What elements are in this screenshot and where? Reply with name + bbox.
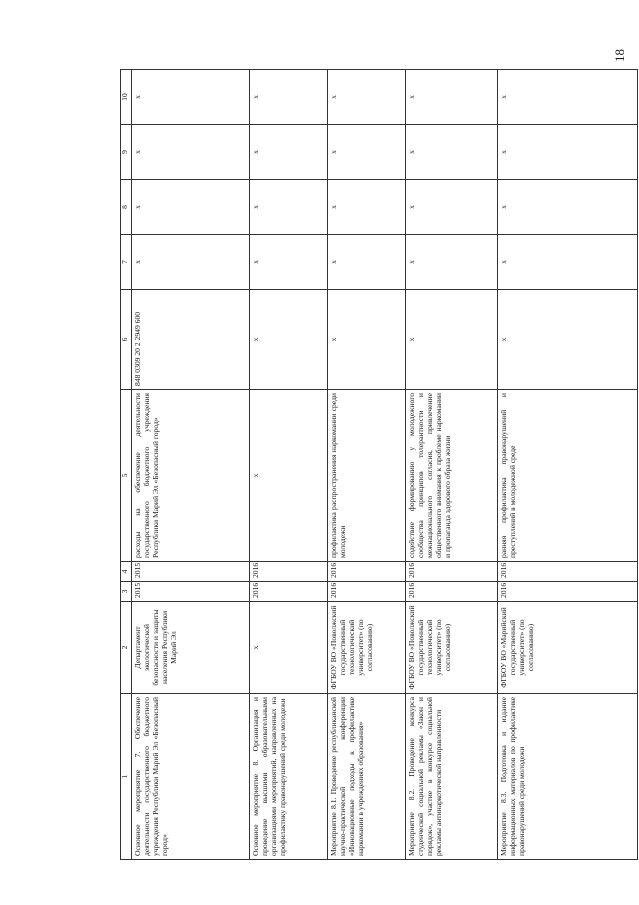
table-row — [328, 70, 406, 860]
header-row — [121, 70, 132, 860]
column-header: 5 — [121, 390, 132, 562]
table-row — [132, 70, 250, 860]
column-header: 4 — [121, 562, 132, 582]
activity-name: Мероприятие 8.1. Проведение республиканской научно-практической конференции «Инновационные подходы к профилактике наркомании в учреждениях образования» — [328, 694, 406, 860]
program-activities-table — [120, 69, 638, 860]
cell-x: х — [132, 125, 250, 180]
end-year: 2016 — [328, 562, 406, 582]
cell-x: х — [132, 235, 250, 290]
cell-x: х — [498, 180, 638, 235]
cell-x: х — [250, 180, 328, 235]
end-year: 2016 — [406, 562, 498, 582]
table-row — [498, 70, 638, 860]
table-row — [406, 70, 498, 860]
expected-result: х — [250, 390, 328, 562]
column-header: 6 — [121, 290, 132, 390]
budget-code: 848 0309 20 2 2949 600 — [132, 290, 250, 390]
end-year: 2015 — [132, 562, 250, 582]
column-header: 3 — [121, 582, 132, 602]
cell-x: х — [498, 70, 638, 125]
cell-x: х — [328, 235, 406, 290]
column-header: 7 — [121, 235, 132, 290]
cell-x: х — [132, 180, 250, 235]
end-year: 2016 — [498, 562, 638, 582]
rotated-page — [120, 70, 638, 860]
column-header: 2 — [121, 602, 132, 694]
cell-x: х — [498, 235, 638, 290]
activity-name: Мероприятие 8.2. Проведение конкурса студенческой социальной рекламы «Закон и порядок», участие в конкурсе социальной рекламы антинаркотической направленности — [406, 694, 498, 860]
start-year: 2016 — [498, 582, 638, 602]
budget-code: х — [498, 290, 638, 390]
cell-x: х — [406, 125, 498, 180]
budget-code: х — [406, 290, 498, 390]
budget-code: х — [328, 290, 406, 390]
cell-x: х — [328, 125, 406, 180]
start-year: 2016 — [250, 582, 328, 602]
budget-code: х — [250, 290, 328, 390]
expected-result: расходы на обеспечение деятельности государственного бюджетного учреждения Республики Марий Эл «Безопасный город» — [132, 390, 250, 562]
executor: ФГБОУ ВО «Поволжский государственный технологический университет» (по согласованию) — [406, 602, 498, 694]
cell-x: х — [250, 125, 328, 180]
cell-x: х — [250, 70, 328, 125]
expected-result: профилактика распространения наркомании среди молодежи — [328, 390, 406, 562]
activity-name: Основное мероприятие 8. Организация и проведение высшими образовательными организациями мероприятий, направленных на профилактику правонарушений среди молодежи — [250, 694, 328, 860]
column-header: 9 — [121, 125, 132, 180]
expected-result: содействие формированию у молодежного сообщества принципов толерантности и межнационального согласия, привлечение общественного внимания к проблеме наркомании и пропаганда здорового образа жизни — [406, 390, 498, 562]
executor: х — [250, 602, 328, 694]
cell-x: х — [406, 70, 498, 125]
executor: Департамент экологической безопасности и защиты населения Республики Марий Эл — [132, 602, 250, 694]
activity-name: Основное мероприятие 7. Обеспечение деятельности государственного бюджетного учреждения Республики Марий Эл «Безопасный город» — [132, 694, 250, 860]
cell-x: х — [250, 235, 328, 290]
cell-x: х — [406, 180, 498, 235]
column-header: 8 — [121, 180, 132, 235]
table-row — [250, 70, 328, 860]
cell-x: х — [328, 180, 406, 235]
cell-x: х — [328, 70, 406, 125]
page-number: 18 — [612, 49, 627, 62]
start-year: 2016 — [328, 582, 406, 602]
activity-name: Мероприятие 8.3. Подготовка и издание информационных материалов по профилактике правонарушений среди молодежи — [498, 694, 638, 860]
start-year: 2016 — [406, 582, 498, 602]
column-header: 10 — [121, 70, 132, 125]
cell-x: х — [498, 125, 638, 180]
column-header: 1 — [121, 694, 132, 860]
cell-x: х — [132, 70, 250, 125]
executor: ФГБОУ ВО «Поволжский государственный технологический университет» (по согласованию) — [328, 602, 406, 694]
cell-x: х — [406, 235, 498, 290]
executor: ФГБОУ ВО «Марийский государственный университет» (по согласованию) — [498, 602, 638, 694]
end-year: 2016 — [250, 562, 328, 582]
start-year: 2015 — [132, 582, 250, 602]
expected-result: ранняя профилактика правонарушений и преступлений в молодежной среде — [498, 390, 638, 562]
